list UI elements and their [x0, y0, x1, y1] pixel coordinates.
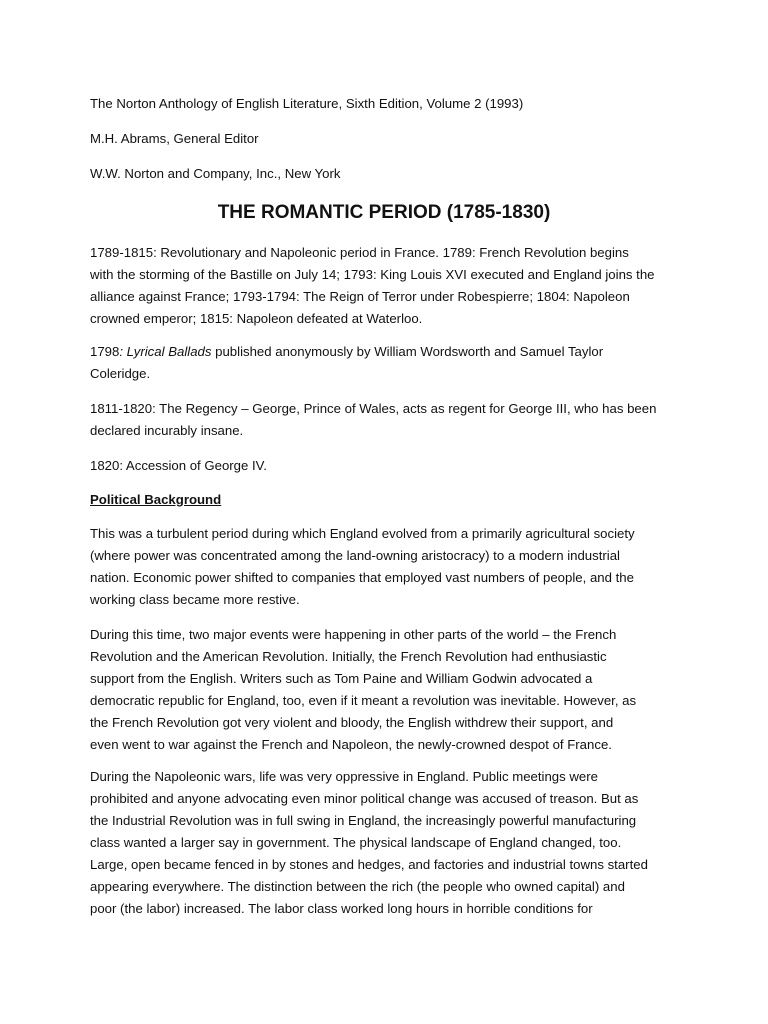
paragraph-turbulent-period: [90, 523, 690, 611]
text-line: 1811-1820: The Regency – George, Prince of Wales, acts as regent for George III, who has been: [90, 401, 657, 416]
text-line: During this time, two major events were happening in other parts of the world – the French: [90, 627, 617, 642]
page-title: THE ROMANTIC PERIOD (1785-1830): [217, 202, 551, 223]
entry-year: 1798: [90, 344, 120, 359]
text-line: the French Revolution got very violent and bloody, the English withdrew their support, and: [90, 715, 614, 730]
text-line: poor (the labor) increased. The labor class worked long hours in horrible conditions for: [90, 901, 593, 916]
timeline-entry-george-iv: [90, 455, 690, 477]
citation-publisher: W.W. Norton and Company, Inc., New York: [90, 166, 341, 181]
paragraph-napoleonic-wars: [90, 766, 690, 920]
text-line: crowned emperor; 1815: Napoleon defeated at Waterloo.: [90, 311, 423, 326]
text-line: nation. Economic power shifted to companies that employed vast numbers of people, and the: [90, 570, 634, 585]
entry-colon: :: [119, 344, 127, 359]
timeline-entry-revolutionary-period: [90, 242, 690, 330]
text-line: even went to war against the French and Napoleon, the newly-crowned despot of France.: [90, 737, 612, 752]
paragraph-two-revolutions: [90, 624, 690, 756]
text-line: During the Napoleonic wars, life was very oppressive in England. Public meetings were: [90, 769, 598, 784]
text-line: 1820: Accession of George IV.: [90, 458, 267, 473]
text-line: (where power was concentrated among the land-owning aristocracy) to a modern industrial: [90, 548, 620, 563]
section-heading-political-background: Political Background: [90, 492, 222, 507]
text-line: declared incurably insane.: [90, 423, 244, 438]
text-line: Large, open became fenced in by stones and hedges, and factories and industrial towns started: [90, 857, 648, 872]
work-title: Lyrical Ballads: [126, 344, 212, 359]
text-line: appearing everywhere. The distinction between the rich (the people who owned capital) and: [90, 879, 625, 894]
timeline-entry-regency: [90, 398, 690, 442]
text-line: alliance against France; 1793-1794: The Reign of Terror under Robespierre; 1804: Napoleon: [90, 289, 630, 304]
timeline-entry-lyrical-ballads: [90, 341, 690, 385]
text-line: Coleridge.: [90, 366, 151, 381]
text-line: This was a turbulent period during which England evolved from a primarily agricultural society: [90, 526, 635, 541]
text-line: prohibited and anyone advocating even minor political change was accused of treason. But as: [90, 791, 639, 806]
citation-source: The Norton Anthology of English Literature, Sixth Edition, Volume 2 (1993): [90, 96, 524, 111]
text-line: the Industrial Revolution was in full swing in England, the increasingly powerful manufacturing: [90, 813, 637, 828]
entry-text: published anonymously by William Wordsworth and Samuel Taylor: [211, 344, 604, 359]
text-line: with the storming of the Bastille on July 14; 1793: King Louis XVI executed and England joins the: [90, 267, 655, 282]
text-line: working class became more restive.: [90, 592, 300, 607]
text-line: Revolution and the American Revolution. Initially, the French Revolution had enthusiastic: [90, 649, 607, 664]
citation-editor: M.H. Abrams, General Editor: [90, 131, 259, 146]
text-line: class wanted a larger say in government. The physical landscape of England changed, too.: [90, 835, 622, 850]
text-line: democratic republic for England, too, even if it meant a revolution was inevitable. However, as: [90, 693, 637, 708]
text-line: support from the English. Writers such as Tom Paine and William Godwin advocated a: [90, 671, 593, 686]
text-line: [90, 341, 690, 363]
text-line: 1789-1815: Revolutionary and Napoleonic period in France. 1789: French Revolution begins: [90, 245, 629, 260]
